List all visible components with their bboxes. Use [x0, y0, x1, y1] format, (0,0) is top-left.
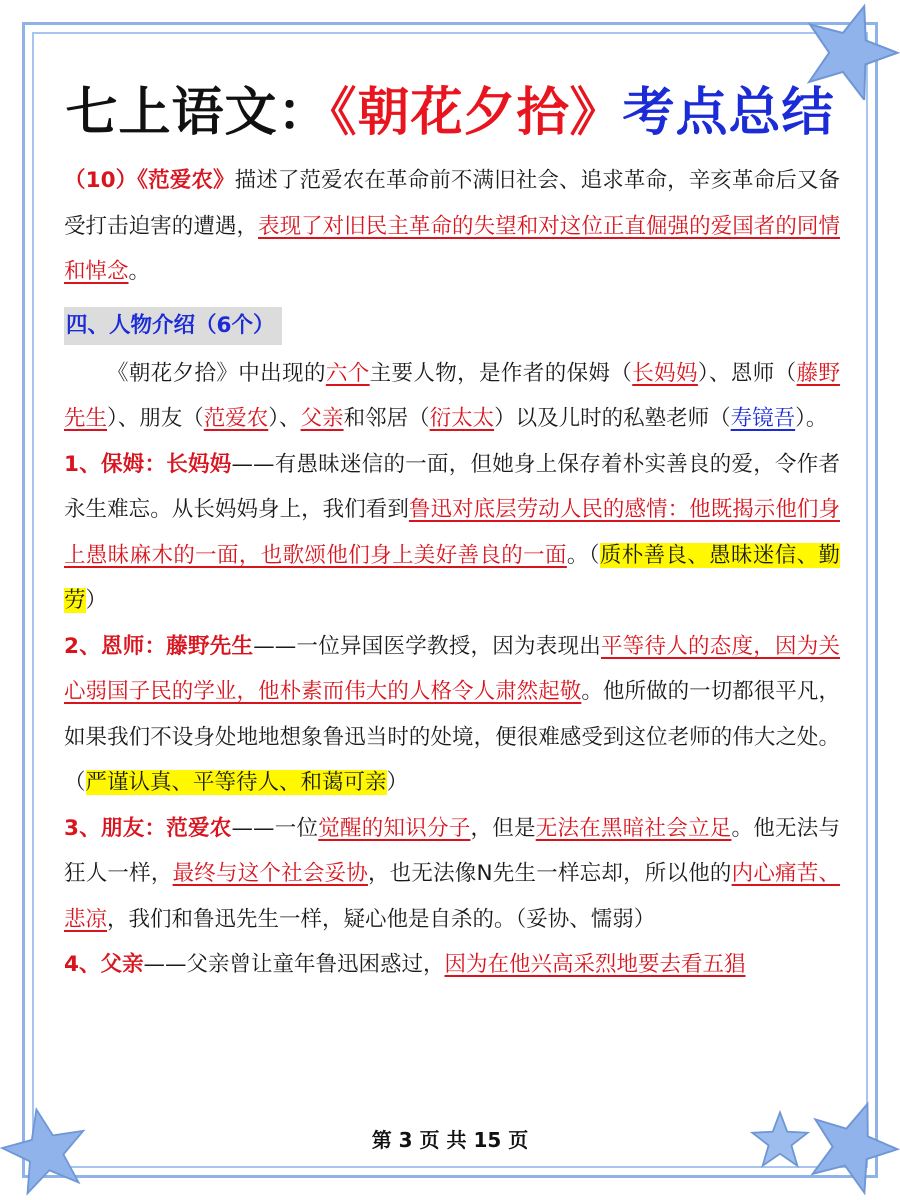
- char-2-text: ）: [386, 770, 409, 795]
- char-3-underline: 无法在黑暗社会立足: [535, 815, 732, 841]
- char-3-underline: 最终与这个社会妥协: [172, 861, 368, 886]
- char-3-text: ，也无法像N先生一样忘却，所以他的: [367, 861, 732, 886]
- content-body: [64, 158, 840, 988]
- item-10-text: 描述了范爱农在革命前不满旧社会、追求革命，辛亥革命后又备受打击迫害的遭遇，: [64, 168, 840, 239]
- intro-shoujingwu: 寿镜吾: [730, 406, 796, 431]
- char-3-text: ——一位: [231, 815, 319, 841]
- intro-text: ）。: [795, 406, 828, 431]
- section-4-intro: [64, 351, 840, 442]
- char-2-highlight: 严谨认真、平等待人、和蔼可亲: [85, 770, 387, 795]
- char-2-paragraph: [64, 624, 840, 806]
- intro-text: ）、恩师（: [697, 360, 797, 386]
- intro-changmama: 长妈妈: [632, 360, 698, 386]
- page-number: 第 3 页 共 15 页: [371, 1128, 529, 1152]
- char-3-text: ，我们和鲁迅先生一样，疑心他是自杀的。（妥协、懦弱）: [107, 906, 656, 932]
- char-1-text: ——有愚昧迷信的一面，但她身上保存着朴实善良的爱，令作者永生难忘。从长妈妈身上，我们看到: [64, 451, 840, 522]
- char-1-underline: 鲁迅对底层劳动人民的感情：他既揭示他们身上愚昧麻木的一面，也歌颂他们身上美好善良的一面: [64, 497, 840, 568]
- char-2-label: 2、恩师：藤野先生: [64, 633, 254, 659]
- char-4-paragraph: [64, 942, 840, 988]
- intro-six: 六个: [325, 360, 370, 386]
- item-10-label: （10）《范爱农》: [64, 168, 235, 193]
- intro-fanainong: 范爱农: [203, 406, 269, 431]
- item-10-underline: 表现了对旧民主革命的失望和对这位正直倔强的爱国者的同情和悼念: [64, 213, 840, 284]
- title-book: 《朝花夕拾》: [330, 83, 623, 143]
- item-10-end: 。: [128, 259, 151, 284]
- intro-text: 和邻居（: [343, 406, 430, 431]
- intro-father: 父亲: [300, 406, 344, 431]
- intro-text: 《朝花夕拾》中出现的: [107, 360, 326, 386]
- item-10-paragraph: [64, 158, 840, 295]
- char-3-label: 3、朋友：范爱农: [64, 815, 232, 841]
- intro-text: ）以及儿时的私塾老师（: [494, 406, 731, 431]
- char-3-text: ，但是: [470, 815, 536, 841]
- char-1-label: 1、保姆：长妈妈: [64, 451, 232, 477]
- char-2-text: ——一位异国医学教授，因为表现出: [253, 633, 601, 659]
- char-1-text: 。（: [566, 542, 600, 568]
- char-4-text: ——父亲曾让童年鲁迅困惑过，: [143, 952, 445, 977]
- char-1-highlight: 质朴善良、愚昧迷信、勤劳: [64, 542, 840, 613]
- char-3-underline: 内心痛苦、悲凉: [64, 861, 840, 932]
- char-3-underline: 觉醒的知识分子: [318, 815, 471, 841]
- char-1-text: ）: [85, 588, 108, 613]
- intro-yantaitai: 衍太太: [429, 406, 495, 431]
- char-2-text: 。他所做的一切都很平凡，如果我们不设身处地地想象鲁迅当时的处境，便很难感受到这位老师的伟大之处。（: [64, 679, 840, 795]
- section-4-heading: 四、人物介绍（6个）: [64, 307, 282, 345]
- intro-text: 主要人物，是作者的保姆（: [369, 360, 633, 386]
- intro-tengye: 藤野先生: [64, 360, 840, 431]
- char-3-text: 。他无法与狂人一样，: [64, 815, 840, 886]
- char-1-paragraph: [64, 442, 840, 624]
- page-title: [0, 70, 900, 145]
- char-4-underline: 因为在他兴高采烈地要去看五猖: [444, 952, 746, 977]
- char-2-underline: 平等待人的态度，因为关心弱国子民的学业，他朴素而伟大的人格令人肃然起敬: [64, 633, 840, 704]
- intro-text: ）、: [268, 406, 301, 431]
- title-prefix: 七上语文：: [65, 83, 331, 143]
- intro-text: ）、朋友（: [107, 406, 204, 431]
- title-suffix: 考点总结: [622, 83, 835, 143]
- char-3-paragraph: [64, 806, 840, 943]
- char-4-label: 4、父亲: [64, 952, 144, 977]
